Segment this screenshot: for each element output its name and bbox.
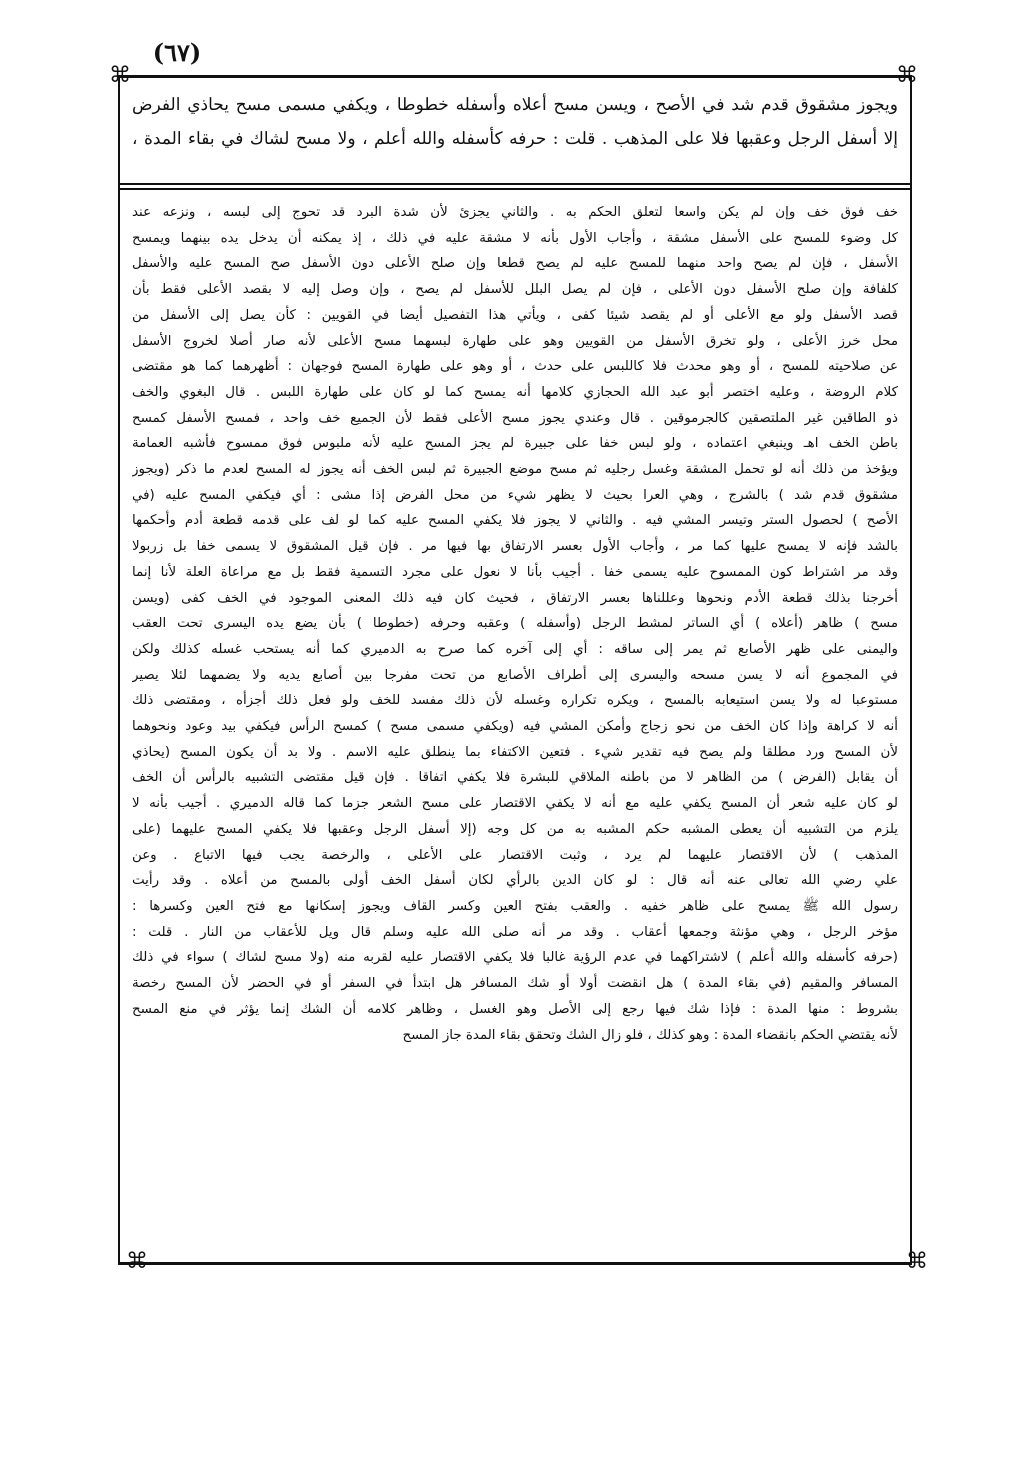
sharh-line: يلزم من التشبيه أن يعطى المشبه حكم المشبه به من كل وجه (إلا أسفل الرجل وعقبها فلا يكفي المسح عليهما (على bbox=[132, 821, 898, 837]
sharh-line: لو كان عليه شعر أن المسح يكفي عليه مع أنه لا يكفي الاقتصار على مسح الشعر جزما كما قاله الدميري . أجيب بأنه لا bbox=[132, 796, 898, 812]
sharh-line: مسح ) ظاهر (أعلاه ) أي الساتر لمشط الرجل (وأسفله ) وعقبه وحرفه (خطوطا ) بأن يضع يده اليسرى تحت العقب bbox=[132, 616, 898, 632]
sharh-line: باطن الخف اهـ وينبغي اعتماده ، ولو لبس خفا على جبيرة لم يجز المسح عليه لأنه ملبوس فوق ممسوح فأشبه العمامة bbox=[132, 436, 898, 452]
sharh-line: كل وضوء للمسح على الأسفل مشقة ، وأجاب الأول بأنه لا مشقة عليه في ذلك ، إذ يمكنه أن يدخل يده بينهما ويمسح bbox=[132, 230, 898, 246]
sharh-line: خف فوق خف وإن لم يكن واسعا لتعلق الحكم به . والثاني يجزئ لأن شدة البرد قد تحوج إلى لبسه ، ونزعه عند bbox=[132, 205, 898, 220]
sharh-line: كلفافة وإن صلح الأسفل دون الأعلى ، فإن لم يصل البلل للأسفل لم يصح ، وإن وصل إليه لا بقصد الأعلى فقط بأن bbox=[132, 282, 898, 298]
sharh-line: وقد مر اشتراط كون الممسوح عليه يسمى خفا . أجيب بأنا لا نعول على مجرد التسمية فقط بل مع مراعاة العلة لأنا إنما bbox=[132, 564, 898, 580]
sharh-line: الأسفل ، فإن لم يصح واحد منهما للمسح عليه لم يصح قطعا وإن صلح الأعلى دون الأسفل صح المسح عليه والأسفل bbox=[132, 256, 898, 272]
corner-ornament-icon: ⌘ bbox=[906, 1249, 928, 1274]
sharh-line: ذو الطاقين غير الملتصقين كالجرموقين . قال وعندي يجوز مسح الأعلى فقط لأن الجميع خف واحد ، فمسح الأسفل كمسح bbox=[132, 410, 898, 426]
separator-rule-lower bbox=[118, 188, 912, 190]
sharh-line: لأنه يقتضي الحكم بانقضاء المدة : وهو كذلك ، فلو زال الشك وتحقق بقاء المدة جاز المسح bbox=[402, 1027, 898, 1043]
sharh-line: الأصح ) لحصول الستر وتيسر المشي فيه . والثاني لا يجوز فلا يكفي المسح عليه كما لو لف على قدمه قطعة أدم وأحكمها bbox=[132, 513, 898, 529]
sharh-line: عن صلاحيته للمسح ، أو وهو محدث فلا كاللبس على حدث ، أو وهو على طهارة المسح فوجهان : أظهرهما كما هو مقتضى bbox=[132, 359, 898, 375]
sharh-line: علي رضي الله تعالى عنه أنه قال : لو كان الدين بالرأي لكان أسفل الخف أولى بالمسح من أعلاه . وقد رأيت bbox=[132, 873, 898, 889]
sharh-line: بالشد فإنه لا يمسح عليها كما مر ، وأجاب الأول بعسر الارتفاق بها فيها مر . فإن قيل المشقوق لا يسمى خفا بل زربولا bbox=[132, 539, 898, 555]
sharh-line: ويؤخذ من ذلك أنه لو تحمل المشقة وغسل رجليه ثم مسح موضع الجبيرة ثم لبس الخف أنه يجوز له المسح لعدم ما ذكر (ويجوز bbox=[132, 462, 898, 478]
sharh-line: واليمنى على ظهر الأصابع ثم يمر إلى ساقه : أي إلى آخره كما صرح به الدميري كما أنه يستحب غسله كذلك ولكن bbox=[132, 641, 898, 657]
sharh-line: (حرفه كأسفله والله أعلم ) لاشتراكهما في عدم الرؤية غالبا فلا يكفي الاقتصار عليه لقربه منه (ولا مسح لشاك ) سواء في ذلك bbox=[132, 950, 898, 966]
sharh-line: محل خرز الأعلى ، ولو تخرق الأسفل من القويين وهو على طهارة لبسهما مسح الأعلى لأنه صار أصلا لخروج الأسفل bbox=[132, 333, 898, 349]
sharh-line: لأن المسح ورد مطلقا ولم يصح فيه تقدير شيء . فتعين الاكتفاء بما ينطلق عليه الاسم . ولا بد أن يكون المسح (يحاذي bbox=[132, 744, 898, 760]
sharh-commentary bbox=[132, 200, 898, 1048]
separator-rule-upper bbox=[118, 183, 912, 185]
sharh-line: أن يقابل (الفرض ) من الظاهر لا من باطنه الملاقي للبشرة فلا يكفي اتفاقا . فإن قيل مقتضى التشبيه بالرأس أن الخف bbox=[132, 770, 898, 786]
sharh-line: المذهب ) لأن الاقتصار عليهما لم يرد ، وثبت الاقتصار على الأعلى ، والرخصة يجب فيها الاتباع . وعن bbox=[132, 847, 898, 863]
sharh-line: أنه لا كراهة وإذا كان الخف من نحو زجاج وأمكن المشي فيه (ويكفي مسمى مسح ) كمسح الرأس فيكفي بيد وعود ونحوهما bbox=[132, 719, 898, 735]
matn-line: إلا أسفل الرجل وعقبها فلا على المذهب . قلت : حرفه كأسفله والله أعلم ، ولا مسح لشاك في بقاء المدة ، bbox=[132, 129, 898, 149]
sharh-line: بشروط : منها المدة : فإذا شك فيها رجع إلى الأصل وهو الغسل ، وظاهر كلامه أن الشك إنما يؤثر في منع المسح bbox=[132, 1001, 898, 1017]
corner-ornament-icon: ⌘ bbox=[126, 1249, 148, 1274]
top-rule bbox=[118, 75, 912, 78]
matn-line: ويجوز مشقوق قدم شد في الأصح ، ويسن مسح أعلاه وأسفله خطوطا ، ويكفي مسمى مسح يحاذي الفرض bbox=[132, 95, 898, 115]
sharh-line: أخرجنا بذلك قطعة الأدم ونحوها وعللناها بعسر الارتفاق ، فحيث كان فيه ذلك المعنى الموجود في الخف كفى (ويسن bbox=[132, 590, 898, 606]
sharh-line: المسافر والمقيم (في بقاء المدة ) هل انقضت أولا أو شك المسافر هل ابتدأ في السفر أو في الحضر لأن المسح رخصة bbox=[132, 976, 898, 992]
matn-text bbox=[132, 88, 898, 156]
sharh-line: كلام الروضة ، وعليه اختصر أبو عبد الله الحجازي كلامها أنه يمسح كما لو كان على طهارة اللبس . قال البغوي والخف bbox=[132, 384, 898, 400]
sharh-line: مشقوق قدم شد ) بالشرج ، وهي العرا بحيث لا يظهر شيء من محل الفرض إذا مشى : أي فيكفي المسح عليه (في bbox=[132, 487, 898, 503]
sharh-line: مؤخر الرجل ، وهي مؤنثة وجمعها أعقاب . وقد مر أنه صلى الله عليه وسلم قال ويل للأعقاب من النار . قلت : bbox=[132, 924, 898, 940]
sharh-line: رسول الله ﷺ يمسح على ظاهر خفيه . والعقب بفتح العين وكسر القاف ويجوز إسكانها مع فتح العين وكسرها : bbox=[132, 898, 898, 914]
sharh-line: في المجموع أنه لا يسن مسحه واليسرى إلى أطراف الأصابع من تحت مفرجا بين أصابع يديه ولا يضمهما لئلا يصير bbox=[132, 667, 898, 683]
sharh-line: قصد الأسفل ولو مع الأعلى أو لم يقصد شيئا كفى ، ويأتي هذا التفصيل أيضا في القويين : كأن يصل إلى الأسفل من bbox=[132, 307, 898, 323]
sharh-line: مستوعبا له ولا يسن استيعابه بالمسح ، ويكره تكراره وغسله لأن ذلك مفسد للخف ولو فعل ذلك أجزأه ، ومقتضى ذلك bbox=[132, 693, 898, 709]
page-number: (٦٧) bbox=[152, 38, 202, 67]
bottom-rule bbox=[118, 1262, 912, 1265]
corner-ornament-icon: ⌘ bbox=[109, 63, 131, 88]
corner-ornament-icon: ⌘ bbox=[896, 63, 918, 88]
